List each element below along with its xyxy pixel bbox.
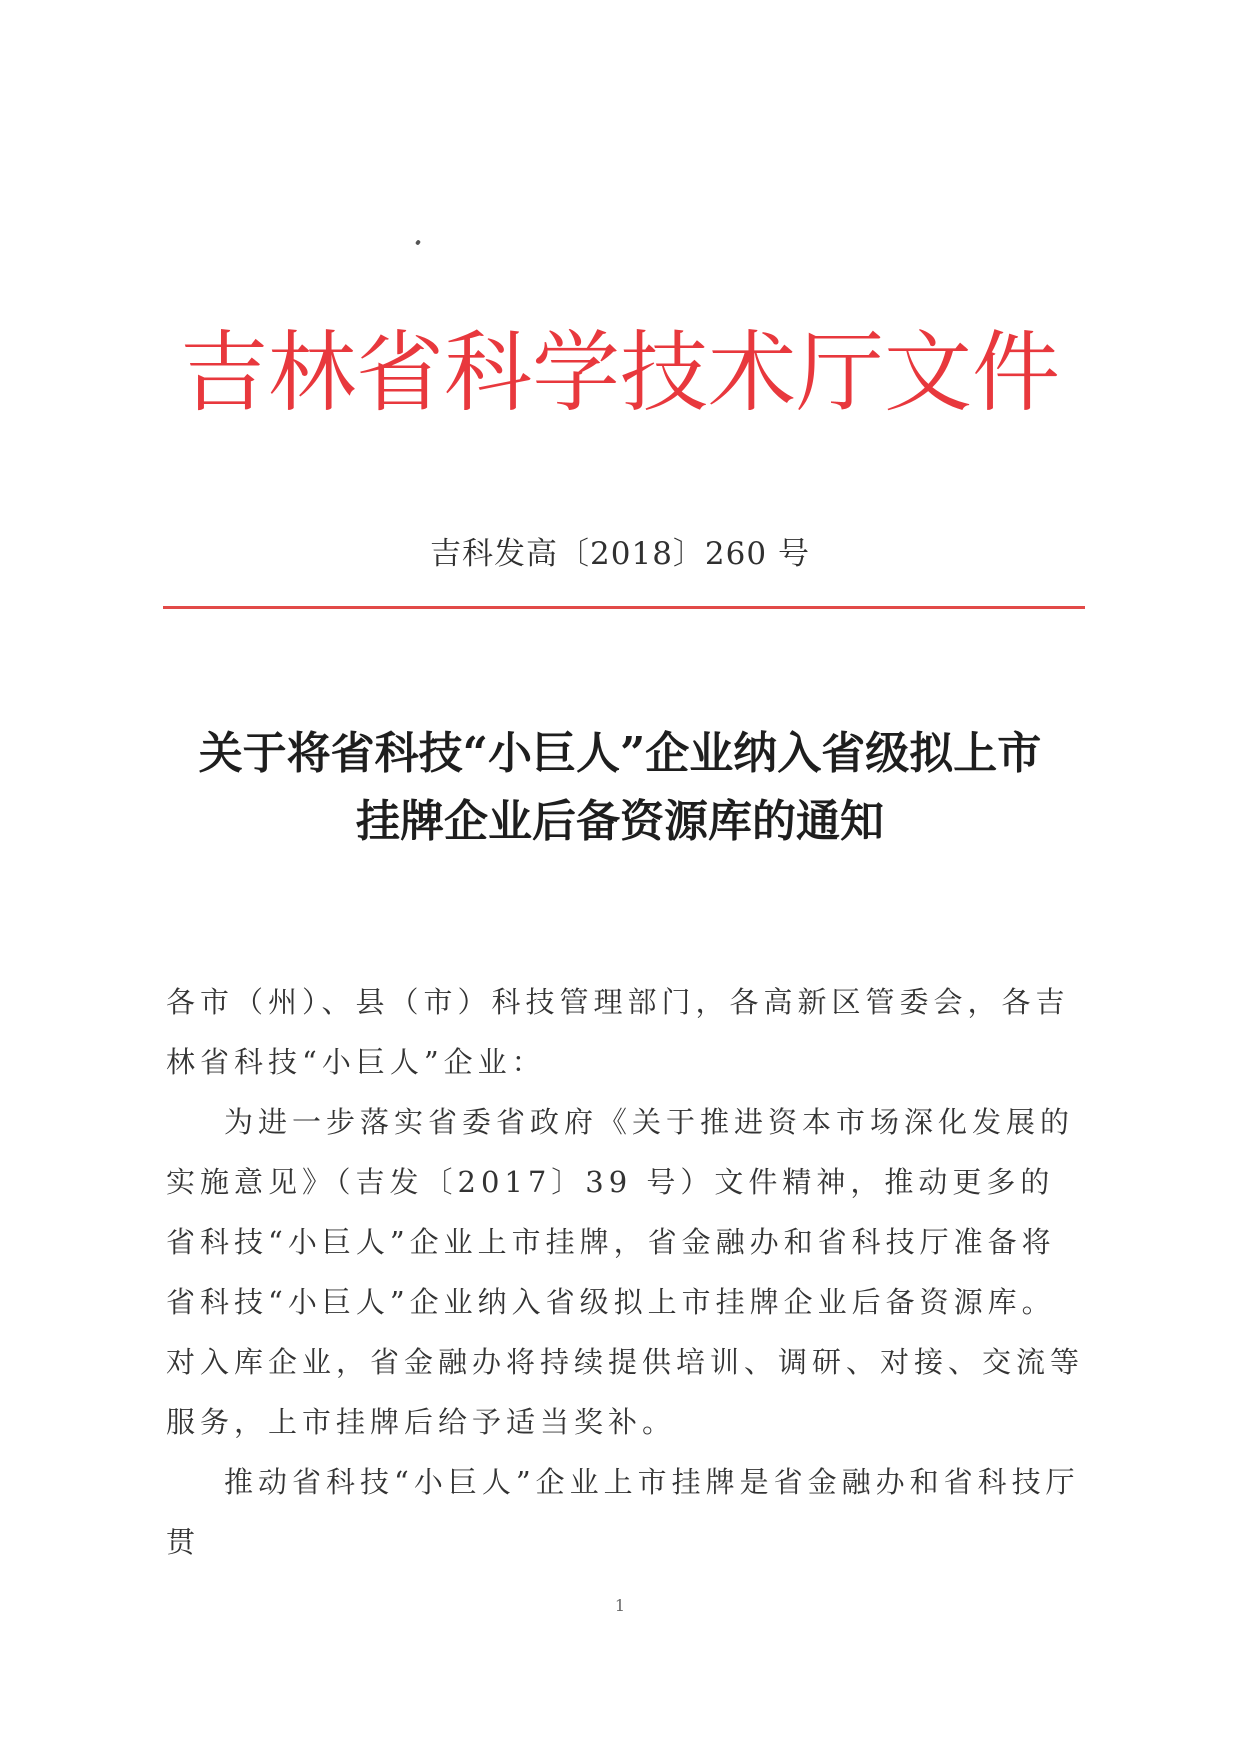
document-title	[160, 720, 1080, 856]
title-line-2: 挂牌企业后备资源库的通知	[356, 796, 884, 847]
salutation: 各市（州）、县（市）科技管理部门，各高新区管委会，各吉林省科技“小巨人”企业：	[166, 985, 1070, 1079]
red-divider-line	[163, 606, 1085, 609]
page-number: 1	[614, 1596, 626, 1615]
body-paragraph-2: 推动省科技“小巨人”企业上市挂牌是省金融办和省科技厅贯	[166, 1465, 1080, 1559]
document-number: 吉科发高〔2018〕260 号	[430, 536, 810, 572]
scan-speck	[415, 239, 421, 245]
body-paragraph-1: 为进一步落实省委省政府《关于推进资本市场深化发展的实施意见》（吉发〔2017〕39 号）文件精神，推动更多的省科技“小巨人”企业上市挂牌，省金融办和省科技厅准备将省科技“小巨人”企业纳入省级拟上市挂牌企业后备资源库。对入库企业，省金融办将持续提供培训、调研、对接、交流等服务，上市挂牌后给予适当奖补。	[166, 1105, 1085, 1439]
issuer-masthead: 吉林省科学技术厅文件	[179, 321, 1060, 424]
document-body	[166, 972, 1086, 1572]
title-line-1: 关于将省科技“小巨人”企业纳入省级拟上市	[198, 728, 1042, 779]
